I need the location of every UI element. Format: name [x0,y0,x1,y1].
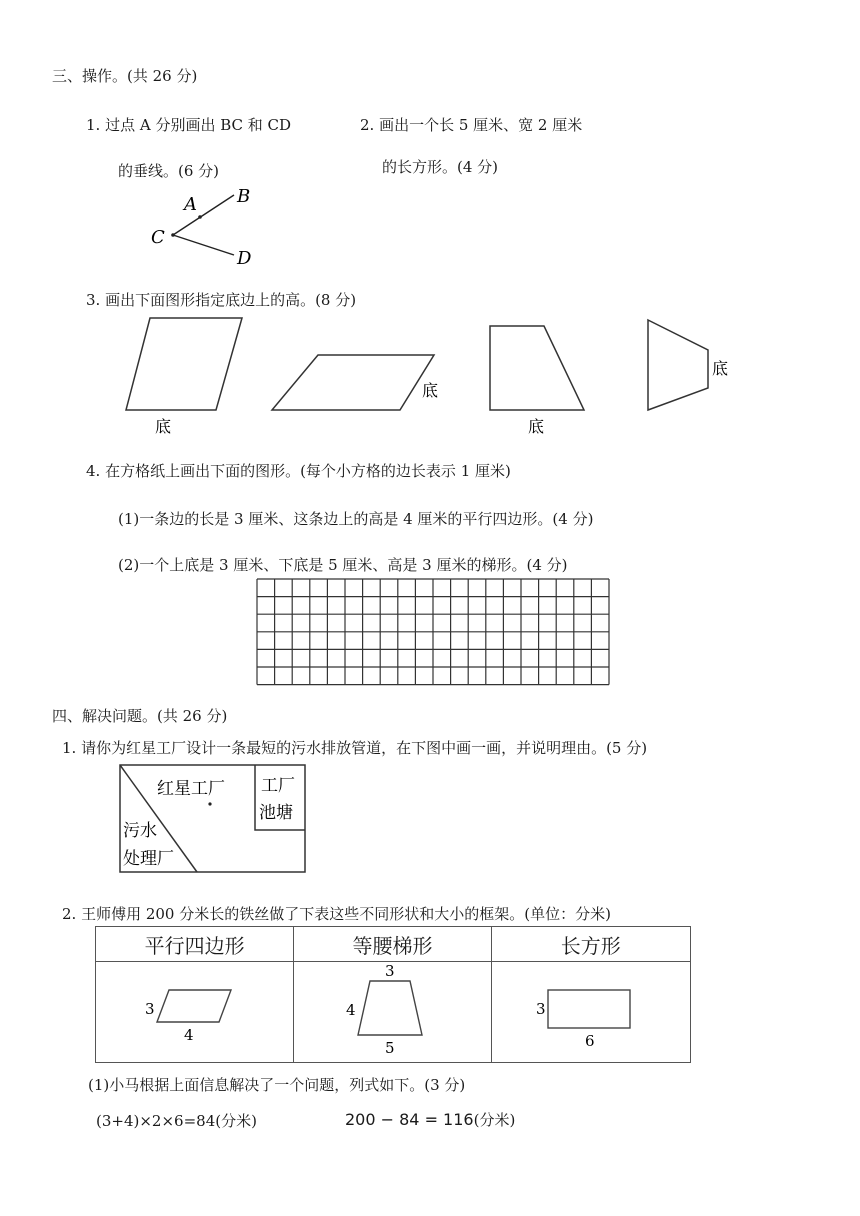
base-label-2: 底 [422,381,439,400]
formula-2-unit: (分米) [473,1111,516,1129]
question-4-2-part1: (1)小马根据上面信息解决了一个问题，列式如下。(3 分) [88,1076,466,1094]
question-3-4: 4. 在方格纸上画出下面的图形。(每个小方格的边长表示 1 厘米) [86,462,511,480]
base-label-3: 底 [528,417,545,436]
question-4-1: 1. 请你为红星工厂设计一条最短的污水排放管道，在下图中画一画，并说明理由。(5 分) [62,739,648,757]
header-trapezoid: 等腰梯形 [294,927,491,962]
section-4-title: 四、解决问题。(共 26 分) [52,707,228,725]
grid-paper[interactable] [256,578,612,690]
parallelogram-shape-2 [272,355,434,410]
base-label-4: 底 [712,359,729,378]
plant-label-line1: 污水 [123,821,157,841]
base-label-1: 底 [155,417,172,436]
rectangle-length-label: 6 [584,1032,595,1050]
question-3-1-line1: 1. 过点 A 分别画出 BC 和 CD [86,116,292,134]
section-3-title: 三、操作。(共 26 分) [52,67,198,85]
trapezoid-top-label: 3 [385,962,395,980]
question-3-2-line2: 的长方形。(4 分) [382,158,499,176]
formula-2-expression: 200 − 84 = 116 [345,1110,474,1129]
question-3-4-part1: (1)一条边的长是 3 厘米、这条边上的高是 4 厘米的平行四边形。(4 分) [118,510,594,528]
trapezoid-shape [490,326,584,410]
trapezoid-leg-label: 4 [346,1001,356,1019]
cell-rectangle [491,962,690,1063]
trapezoid-frame [332,962,452,1058]
parallelogram-frame [135,970,255,1050]
parallelogram-shape-1 [126,318,242,410]
factory-point [208,802,211,805]
cell-parallelogram [96,962,294,1063]
pond-label-line2: 池塘 [259,803,293,823]
point-a [198,215,202,219]
question-3-2-line1: 2. 画出一个长 5 厘米、宽 2 厘米 [360,116,583,134]
label-c: C [151,227,165,248]
trapezoid-bottom-label: 5 [385,1039,395,1057]
question-3-4-part2: (2)一个上底是 3 厘米、下底是 5 厘米、高是 3 厘米的梯形。(4 分) [118,556,568,574]
quadrilateral-shape [648,320,708,410]
header-parallelogram: 平行四边形 [96,927,294,962]
cell-trapezoid [294,962,491,1063]
factory-map [119,764,307,874]
angle-figure [140,180,270,272]
label-d: D [237,248,252,269]
formula-2 [345,1111,515,1129]
header-rectangle: 长方形 [491,927,690,962]
label-b: B [237,186,251,207]
rectangle-frame [526,970,656,1050]
pond-label-line1: 工厂 [261,776,295,796]
question-4-2: 2. 王师傅用 200 分米长的铁丝做了下表这些不同形状和大小的框架。(单位：分米) [62,905,611,923]
question-3-3: 3. 画出下面图形指定底边上的高。(8 分) [86,291,357,309]
parallelogram-base-label: 4 [183,1026,194,1044]
formula-1: (3+4)×2×6=84(分米) [96,1112,257,1130]
shapes-figure [110,310,750,440]
label-a: A [184,194,197,215]
parallelogram-side-label: 3 [144,1000,155,1018]
rectangle-width-label: 3 [535,1000,546,1018]
frames-table [95,926,691,1063]
point-c [171,233,175,237]
factory-label: 红星工厂 [157,779,225,799]
plant-label-line2: 处理厂 [123,849,174,869]
question-3-1-line2: 的垂线。(6 分) [118,162,220,180]
